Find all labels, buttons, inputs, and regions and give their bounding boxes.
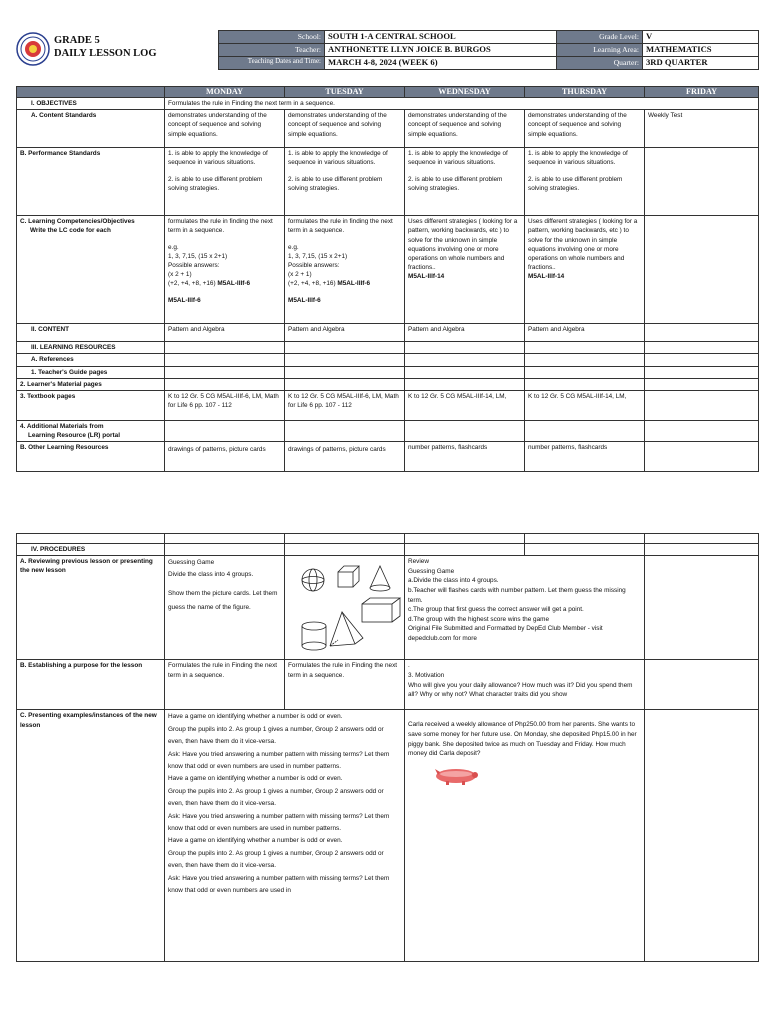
review-step-d: d.The group with the highest score wins the game (408, 615, 550, 623)
content-tuesday: Pattern and Algebra (285, 324, 405, 342)
perf-2: 2. is able to use different problem solving strategies. (528, 175, 623, 192)
objectives-heading: I. OBJECTIVES (17, 98, 165, 110)
grade-value: V (643, 31, 759, 44)
empty-cell (285, 421, 405, 442)
lc-possible: Possible answers: (288, 262, 340, 270)
document-title (54, 34, 157, 60)
perf-1: 1. is able to apply the knowledge of sequence in various situations. (168, 150, 268, 167)
review-step-c: c.The group that first guess the correct answer will get a point. (408, 606, 584, 614)
c-game-2: Have a game on identifying whether a number is odd or even. (168, 775, 343, 783)
lc-rule: (x 2 + 1) (288, 271, 312, 279)
empty-cell (165, 354, 285, 366)
procedure-b-label: B. Establishing a purpose for the lesson (17, 660, 165, 710)
quarter-label: Quarter: (557, 57, 643, 70)
procedure-b-friday (645, 660, 759, 710)
lesson-table-top (16, 86, 759, 472)
empty-cell (285, 354, 405, 366)
content-std-thursday: demonstrates understanding of the concept of sequence and solving simple equations. (525, 110, 645, 148)
perf-friday (645, 148, 759, 216)
content-row (17, 324, 759, 342)
procedure-b-monday: Formulates the rule in Finding the next term in a sequence. (165, 660, 285, 710)
procedure-c-wed-thu (405, 710, 645, 962)
resources-row (17, 342, 759, 354)
lc-text: formulates the rule in finding the next term in a sequence. (288, 218, 393, 235)
empty-cell (405, 354, 525, 366)
textbook-row (17, 391, 759, 421)
c-ask-3: Ask: Have you tried answering a number pattern with missing terms? Let them know that odd or even numbers are used in (168, 874, 390, 895)
textbook-wednesday: K to 12 Gr. 5 CG M5AL-IIIf-14, LM, (405, 391, 525, 421)
lc-text: Uses different strategies ( looking for a pattern, working backwards, etc ) to solve for the unknown in simple equations involving one or more operations on whole numbers and fractions.. (408, 218, 518, 272)
weekly-test: Weekly Test (645, 110, 759, 148)
content-thursday: Pattern and Algebra (525, 324, 645, 342)
procedure-c-friday (645, 710, 759, 962)
procedure-c-mon-tue (165, 710, 405, 962)
competencies-label-2: Write the LC code for each (30, 227, 111, 235)
empty-cell (165, 544, 285, 556)
other-friday (645, 442, 759, 472)
content-monday: Pattern and Algebra (165, 324, 285, 342)
title-grade: GRADE 5 (54, 35, 100, 46)
procedure-b-tuesday: Formulates the rule in Finding the next term in a sequence. (285, 660, 405, 710)
content-std-monday: demonstrates understanding of the concept of sequence and solving simple equations. (165, 110, 285, 148)
perf-wednesday (405, 148, 525, 216)
empty-cell (165, 378, 285, 390)
perf-thursday (525, 148, 645, 216)
motivation-title: 3. Motivation (408, 672, 445, 679)
content-standards-row (17, 110, 759, 148)
content-wednesday: Pattern and Algebra (405, 324, 525, 342)
lc-increments: (+2, +4, +8, +16) (288, 280, 336, 288)
procedure-a-wed-thu (405, 556, 645, 660)
header (16, 30, 758, 74)
procedure-b-row (17, 660, 759, 710)
other-wednesday: number patterns, flashcards (405, 442, 525, 472)
lc-code: M5AL-IIIf-6 (337, 280, 371, 288)
empty-cell (525, 354, 645, 366)
rectangular-prism-icon (362, 598, 400, 622)
empty-cell (285, 342, 405, 354)
additional-label-1: 4. Additional Materials from (20, 423, 104, 431)
day-friday: FRIDAY (645, 87, 759, 98)
quarter-value: 3RD QUARTER (643, 57, 759, 70)
day-tuesday: TUESDAY (285, 87, 405, 98)
procedures-heading: IV. PROCEDURES (17, 544, 165, 556)
review-step-a: a.Divide the class into 4 groups. (408, 577, 499, 585)
lc-eg: e.g. (288, 243, 299, 251)
blank-top-row (17, 534, 759, 544)
empty-cell (405, 378, 525, 390)
school-label: School: (219, 31, 325, 44)
dates-label: Teaching Dates and Time: (219, 57, 325, 70)
competencies-label-1: C. Learning Competencies/Objectives (20, 218, 135, 226)
textbook-tuesday: K to 12 Gr. 5 CG M5AL-IIIf-6, LM, Math for Life 6 pp. 107 - 112 (285, 391, 405, 421)
teachers-guide-row (17, 366, 759, 378)
school-value: SOUTH 1-A CENTRAL SCHOOL (325, 31, 557, 44)
resources-heading: III. LEARNING RESOURCES (17, 342, 165, 354)
area-label: Learning Area: (557, 44, 643, 57)
other-thursday: number patterns, flashcards (525, 442, 645, 472)
competencies-row (17, 216, 759, 324)
empty-cell (165, 534, 285, 544)
day-header-row (17, 87, 759, 98)
lc-code: M5AL-IIIf-6 (168, 296, 201, 304)
day-wednesday: WEDNESDAY (405, 87, 525, 98)
day-thursday: THURSDAY (525, 87, 645, 98)
perf-2: 2. is able to use different problem solving strategies. (408, 175, 503, 192)
textbook-thursday: K to 12 Gr. 5 CG M5AL-IIIf-14, LM, (525, 391, 645, 421)
other-monday: drawings of patterns, picture cards (165, 442, 285, 472)
lesson-table-procedures (16, 533, 759, 962)
empty-cell (645, 421, 759, 442)
textbook-friday (645, 391, 759, 421)
perf-2: 2. is able to use different problem solving strategies. (168, 175, 263, 192)
lc-monday (165, 216, 285, 324)
lc-wednesday (405, 216, 525, 324)
cone-icon (370, 566, 390, 591)
additional-materials-label (17, 421, 165, 442)
additional-materials-row (17, 421, 759, 442)
guessing-game: Guessing Game (168, 559, 215, 567)
divide-groups: Divide the class into 4 groups. (168, 570, 254, 578)
cylinder-icon (302, 622, 326, 650)
content-heading: II. CONTENT (17, 324, 165, 342)
lc-code: M5AL-IIIf-6 (288, 296, 321, 304)
lc-increments-line (168, 279, 281, 288)
empty-cell (525, 366, 645, 378)
empty-cell (525, 534, 645, 544)
title-dll: DAILY LESSON LOG (54, 48, 157, 59)
dot: . (408, 662, 410, 670)
lc-code: M5AL-IIIf-6 (217, 280, 251, 288)
empty-cell (645, 544, 759, 556)
credit-note: Original File Submitted and Formatted by DepEd Club Member - visit depedclub.com for more (408, 625, 603, 642)
piggy-bank-icon (426, 765, 486, 787)
procedure-c-label: C. Presenting examples/instances of the new lesson (17, 710, 165, 962)
c-groups-1: Group the pupils into 2. As group 1 gives a number, Group 2 answers odd or even, then have them do it vice-versa. (168, 725, 384, 746)
additional-label-2: Learning Resource (LR) portal (28, 432, 120, 440)
procedures-row (17, 544, 759, 556)
references-label: A. References (17, 354, 165, 366)
empty-cell (645, 366, 759, 378)
lc-text: Uses different strategies ( looking for a pattern, working backwards, etc ) to solve for the unknown in simple equations involving one or more operations on whole numbers and fractions.. (528, 218, 638, 272)
review-game: Guessing Game (408, 567, 455, 575)
perf-1: 1. is able to apply the knowledge of sequence in various situations. (288, 150, 388, 167)
learners-material-row (17, 378, 759, 390)
empty-cell (165, 366, 285, 378)
procedure-b-wed-thu (405, 660, 645, 710)
other-resources-row (17, 442, 759, 472)
c-game-3: Have a game on identifying whether a number is odd or even. (168, 837, 343, 845)
objectives-summary: Formulates the rule in Finding the next term in a sequence. (165, 98, 759, 110)
empty-cell (285, 544, 405, 556)
review-title: Review (408, 558, 429, 566)
lc-seq: 1, 3, 7,15, (15 x 2+1) (288, 252, 348, 260)
pyramid-icon (330, 612, 363, 646)
lc-seq: 1, 3, 7,15, (15 x 2+1) (168, 252, 228, 260)
lc-code: M5AL-IIIf-14 (528, 273, 565, 281)
perf-monday (165, 148, 285, 216)
dates-value: MARCH 4-8, 2024 (WEEK 6) (325, 57, 557, 70)
empty-cell (285, 534, 405, 544)
performance-standards-row (17, 148, 759, 216)
c-groups-3: Group the pupils into 2. As group 1 gives a number, Group 2 answers odd or even, then have them do it vice-versa. (168, 849, 384, 870)
empty-cell (285, 366, 405, 378)
area-value: MATHEMATICS (643, 44, 759, 57)
empty-cell (645, 342, 759, 354)
perf-1: 1. is able to apply the knowledge of sequence in various situations. (408, 150, 508, 167)
empty-cell (405, 534, 525, 544)
empty-cell (405, 342, 525, 354)
performance-standards-label: B. Performance Standards (17, 148, 165, 216)
teacher-label: Teacher: (219, 44, 325, 57)
perf-1: 1. is able to apply the knowledge of sequence in various situations. (528, 150, 628, 167)
procedure-a-monday (165, 556, 285, 660)
empty-cell (165, 342, 285, 354)
empty-cell (525, 544, 645, 556)
motivation-question: Who will give you your daily allowance? How much was it? Did you spend them all? Why or why not? What character traits did you show (408, 681, 633, 699)
c-ask-2: Ask: Have you tried answering a number pattern with missing terms? Let them know that odd or even numbers are used in number patterns. (168, 812, 390, 833)
other-tuesday: drawings of patterns, picture cards (285, 442, 405, 472)
lc-eg: e.g. (168, 243, 179, 251)
learners-material-label: 2. Learner's Material pages (17, 378, 165, 390)
empty-cell (165, 421, 285, 442)
empty-cell (645, 354, 759, 366)
lc-possible: Possible answers: (168, 262, 220, 270)
lc-rule: (x 2 + 1) (168, 271, 192, 279)
lc-thursday (525, 216, 645, 324)
objectives-row (17, 98, 759, 110)
geometric-shapes (285, 556, 405, 656)
procedure-c-row (17, 710, 759, 962)
empty-cell (285, 378, 405, 390)
empty-cell (17, 534, 165, 544)
c-game-1: Have a game on identifying whether a number is odd or even. (168, 713, 343, 721)
content-std-wednesday: demonstrates understanding of the concept of sequence and solving simple equations. (405, 110, 525, 148)
lc-code: M5AL-IIIf-14 (408, 273, 445, 281)
review-step-b: b.Teacher will flashes cards with number pattern. Let them guess the missing term. (408, 586, 626, 604)
lc-increments: (+2, +4, +8, +16) (168, 280, 216, 288)
empty-cell (645, 378, 759, 390)
competencies-label (17, 216, 165, 324)
perf-tuesday (285, 148, 405, 216)
info-table (218, 30, 759, 70)
sphere-icon (302, 569, 324, 591)
lc-tuesday (285, 216, 405, 324)
textbook-monday: K to 12 Gr. 5 CG M5AL-IIIf-6, LM, Math for Life 6 pp. 107 - 112 (165, 391, 285, 421)
blank-header-cell (17, 87, 165, 98)
empty-cell (645, 534, 759, 544)
c-groups-2: Group the pupils into 2. As group 1 gives a number, Group 2 answers odd or even, then have them do it vice-versa. (168, 787, 384, 808)
empty-cell (525, 342, 645, 354)
c-ask-1: Ask: Have you tried answering a number pattern with missing terms? Let them know that odd or even numbers are used in number patterns. (168, 750, 390, 771)
empty-cell (405, 421, 525, 442)
procedure-a-friday (645, 556, 759, 660)
show-cards: Show them the picture cards. Let them guess the name of the figure. (168, 590, 278, 612)
teacher-value: ANTHONETTE LLYN JOICE B. BURGOS (325, 44, 557, 57)
content-std-tuesday: demonstrates understanding of the concept of sequence and solving simple equations. (285, 110, 405, 148)
other-resources-label: B. Other Learning Resources (17, 442, 165, 472)
content-standards-label: A. Content Standards (17, 110, 165, 148)
deped-seal-icon (16, 32, 50, 66)
shapes-figure (285, 556, 405, 660)
cube-icon (338, 566, 359, 587)
references-row (17, 354, 759, 366)
empty-cell (405, 544, 525, 556)
lc-friday (645, 216, 759, 324)
procedure-a-label: A. Reviewing previous lesson or presenting the new lesson (17, 556, 165, 660)
grade-label: Grade Level: (557, 31, 643, 44)
day-monday: MONDAY (165, 87, 285, 98)
empty-cell (525, 378, 645, 390)
textbook-label: 3. Textbook pages (17, 391, 165, 421)
empty-cell (525, 421, 645, 442)
lc-increments-line (288, 279, 401, 288)
lc-text: formulates the rule in finding the next term in a sequence. (168, 218, 273, 235)
perf-2: 2. is able to use different problem solving strategies. (288, 175, 383, 192)
empty-cell (405, 366, 525, 378)
procedure-a-row (17, 556, 759, 660)
carla-problem: Carla received a weekly allowance of Php250.00 from her parents. She wants to save some money for her future use. On Monday, she deposited Php15.00 in her piggy bank. She deposited twice as much on Tuesday and Friday. How much money did Carla deposit? (408, 721, 637, 758)
content-friday (645, 324, 759, 342)
teachers-guide-label: 1. Teacher's Guide pages (17, 366, 165, 378)
